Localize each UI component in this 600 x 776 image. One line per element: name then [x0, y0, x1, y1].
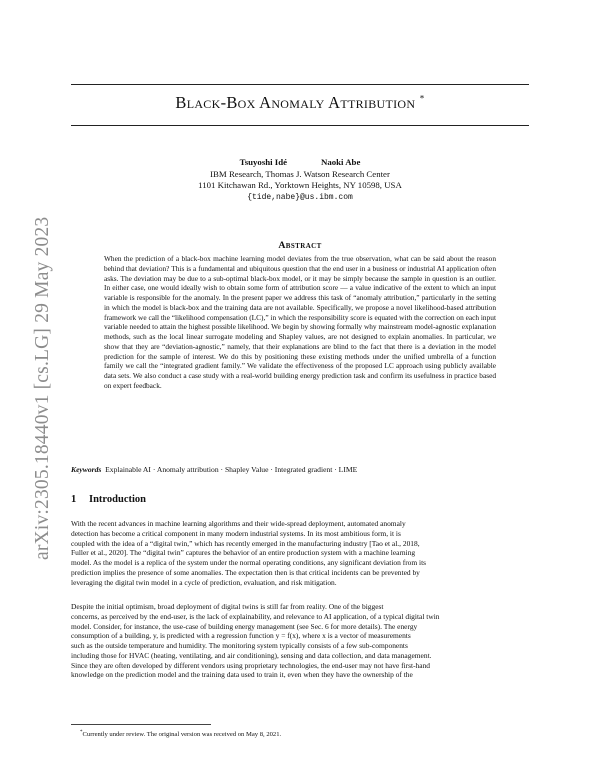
author-address: 1101 Kitchawan Rd., Yorktown Heights, NY 10598, USA: [198, 180, 402, 190]
footnote-mark: *: [80, 730, 83, 735]
keywords-label: Keywords: [71, 465, 102, 474]
author-name-2: Naoki Abe: [321, 157, 361, 167]
paragraph-line: prediction implies the presence of some anomalies. The expectation then is that critical incidents can be prevented by: [71, 567, 420, 577]
author-names: [71, 157, 529, 169]
paragraph-line: model. As the model is a replica of the system under the normal operating conditions, any significant deviation from its: [71, 558, 427, 567]
title-top-rule: [71, 84, 529, 85]
keywords-text: Explainable AI · Anomaly attribution · Shapley Value · Integrated gradient · LIME: [105, 465, 358, 474]
paragraph-line: knowledge on the prediction model and the training data used to train it, even when they have the ownership of the: [71, 670, 413, 680]
paper-title-text: Black-Box Anomaly Attribution: [175, 93, 416, 112]
paper-title: [71, 93, 529, 113]
paragraph-line: Despite the initial optimism, broad deployment of digital twins is still far from reality. One of the biggest: [71, 602, 384, 611]
abstract-text: When the prediction of a black-box machine learning model deviates from the true observation, what can be said about the reason behind that deviation? This is a fundamental and ubiquitous question that the end user in a business or industrial AI application often asks. The deviation may be due to a sub-optimal black-box model, or it may be simply because the sample in question is an outlier. In either case, one would ideally wish to obtain some form of attribution score — a value indicative of the extent to which an input variable is responsible for the anomaly. In the present paper we address this task of “anomaly attribution,” particularly in the setting in which the model is black-box and the training data are not available. Specifically, we propose a novel likelihood-based attribution framework we call the “likelihood compensation (LC),” in which the responsibility score is equated with the correction on each input variable needed to attain the highest possible likelihood. We begin by showing formally why mainstream model-agnostic explanation methods, such as the local linear surrogate modeling and Shapley values, are not designed to explain anomalies. In particular, we show that they are “deviation-agnostic,” namely, that their explanations are blind to the fact that there is a deviation in the model prediction for the sample of interest. We do this by positioning these existing methods under the unified umbrella of a function family we call the “integrated gradient family.” We validate the effectiveness of the proposed LC approach using publicly available data sets. We also conduct a case study with a real-world building energy prediction task and confirm its usefulness in practice based on expert feedback.: [104, 254, 496, 390]
paragraph-line: With the recent advances in machine learning algorithms and their wide-spread deployment, automated anomaly: [71, 519, 406, 528]
arxiv-identifier: arXiv:2305.18440v1 [cs.LG] 29 May 2023: [32, 216, 53, 560]
section-heading: [71, 494, 146, 505]
footnote: [80, 729, 281, 739]
abstract-heading: Abstract: [278, 240, 322, 251]
paragraph-line: consumption of a building, y, is predicted with a regression function y = f(x), where x is a vector of measurements: [71, 631, 411, 641]
author-email: {tide,nabe}@us.ibm.com: [247, 192, 353, 202]
paragraph-line: model. Consider, for instance, the use-case of building energy management (see Sec. 6 for more details). The energy: [71, 621, 418, 631]
paragraph-line: coupled with the idea of a “digital twin,” which has recently emerged in the manufacturing industry [Tao et al., 2018,: [71, 538, 420, 548]
section-number: 1: [71, 494, 77, 505]
paragraph-line: including those for HVAC (heating, ventilating, and air conditioning), sensing and data collection, and data management.: [71, 650, 432, 660]
title-bottom-rule: [71, 125, 529, 126]
section-title: Introduction: [89, 494, 146, 505]
title-footnote-mark: *: [419, 93, 425, 104]
author-affiliation: IBM Research, Thomas J. Watson Research Center: [210, 168, 390, 179]
author-name-1: Tsuyoshi Idé: [239, 157, 287, 167]
paragraph-line: Since they are often developed by different vendors using proprietary technologies, the end-user may not have first-hand: [71, 660, 431, 670]
intro-paragraph-1: [71, 519, 529, 587]
footnote-text: Currently under review. The original version was received on May 8, 2021.: [82, 731, 282, 739]
keywords-line: [71, 465, 529, 475]
paragraph-line: concerns, as perceived by the end-user, is the lack of explainability, and relevance to AI application, of a typical digital twin: [71, 611, 440, 621]
paragraph-line: detection has become a critical component in many modern industrial systems. In its most ambitious form, it is: [71, 528, 401, 538]
paragraph-line: leveraging the digital twin model in a cycle of prediction, evaluation, and risk mitigation.: [71, 577, 337, 587]
paragraph-line: such as the outside temperature and humidity. The monitoring system typically consists of a few sub-components: [71, 641, 408, 650]
footnote-rule: [71, 724, 211, 725]
author-block: [71, 157, 529, 203]
paragraph-line: Fuller et al., 2020]. The “digital twin” captures the behavior of an entire production system with a machine learning: [71, 548, 416, 558]
intro-paragraph-2: [71, 602, 529, 680]
